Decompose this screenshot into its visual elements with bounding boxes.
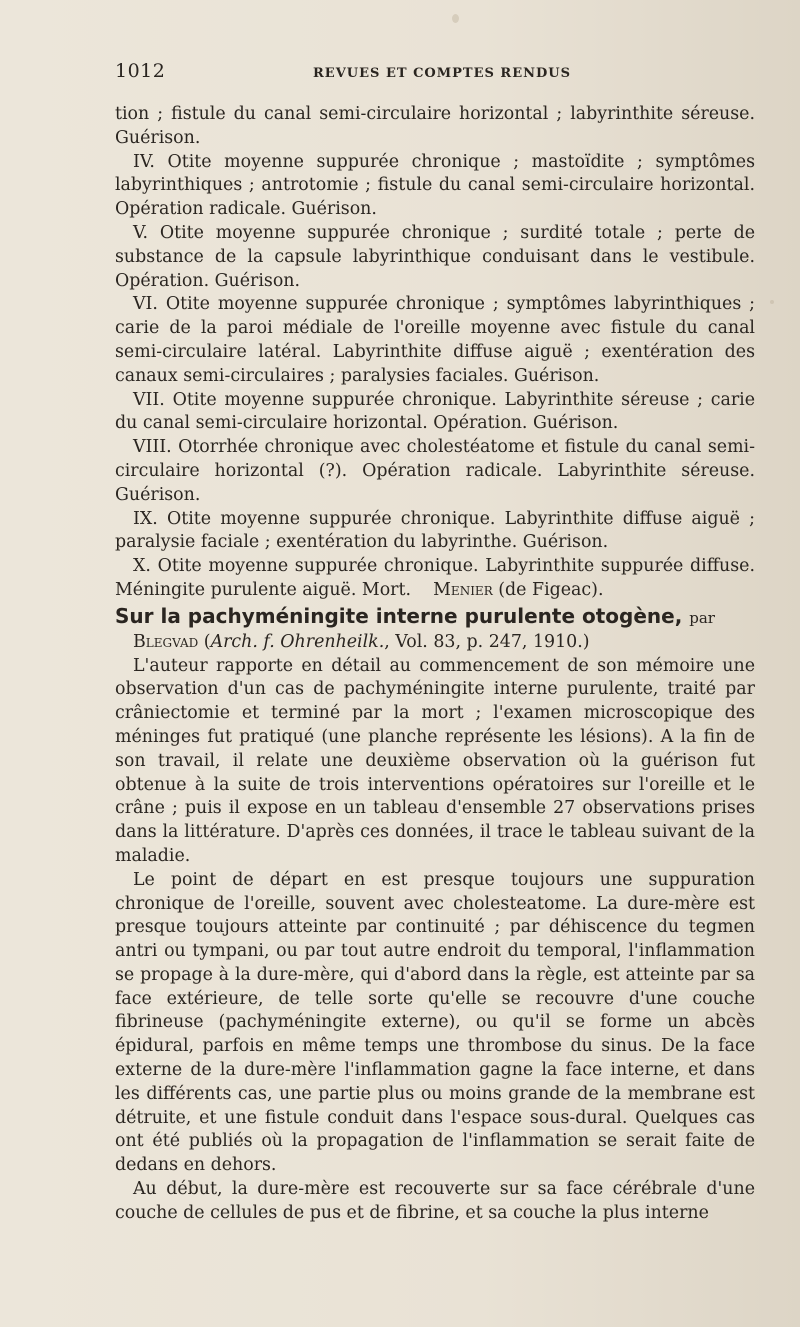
case-numeral: VII. bbox=[133, 389, 165, 410]
case-entry bbox=[115, 389, 755, 437]
article-paragraph: Le point de départ en est presque toujours une suppuration chronique de l'oreille, souvent avec cholesteatome. La dure-mère est presque toujours atteinte par continuité ; par déhiscence du tegmen antri ou tympani, ou par tout autre endroit du temporal, l'inflammation se propage à la dure-mère, qui d'abord dans la règle, est atteinte par sa face extérieure, de telle sorte qu'elle se recouvre d'une couche fibrineuse (pachyméningite externe), ou qu'il se forme un abcès épidural, parfois en même temps une thrombose du sinus. De la face externe de la dure-mère l'inflammation gagne la face interne, et dans les différents cas, une partie plus ou moins grande de la membrane est détruite, et une fistule conduit dans l'espace sous-dural. Quelques cas ont été publiés où la propagation de l'inflammation se serait faite de dedans en dehors. bbox=[115, 869, 755, 1176]
article-paragraph: L'auteur rapporte en détail au commencement de son mémoire une observation d'un cas de pachyméningite interne purulente, traité par crâniectomie et terminé par la mort ; l'examen microscopique des méninges fut pratiqué (une planche représente les lésions). A la fin de son travail, il relate une deuxième observation où la guérison fut obtenue à la suite de trois interventions opératoires sur l'oreille et le crâne ; puis il expose en un tableau d'ensemble 27 observations prises dans la littérature. D'après ces données, il trace le tableau suivant de la maladie. bbox=[115, 655, 755, 866]
page-header bbox=[115, 60, 750, 88]
case-entry bbox=[115, 436, 755, 507]
case-entry bbox=[115, 293, 755, 388]
source-open: ( bbox=[203, 631, 211, 652]
page-body bbox=[115, 103, 755, 1226]
article-heading bbox=[115, 603, 755, 631]
case-text: Otite moyenne suppurée chronique ; symptômes labyrinthiques ; carie de la paroi médiale de l'oreille moyenne avec fistule du canal semi-circulaire latéral. Labyrinthite diffuse aiguë ; exentération des canaux semi-circulaires ; paralysies faciales. Guérison. bbox=[115, 294, 756, 386]
case-numeral: IV. bbox=[133, 151, 155, 172]
article-title: Sur la pachyméningite interne purulente otogène, bbox=[115, 603, 683, 628]
case-numeral: VI. bbox=[133, 294, 158, 315]
source-rest: , Vol. 83, p. 247, 1910.) bbox=[384, 631, 590, 652]
page-number: 1012 bbox=[115, 60, 166, 82]
paper-spot bbox=[770, 300, 774, 304]
running-head: REVUES ET COMPTES RENDUS bbox=[313, 66, 571, 81]
journal-name: Arch. f. Ohrenheilk. bbox=[210, 631, 385, 652]
article-paragraph: Au début, la dure-mère est recouverte sur sa face cérébrale d'une couche de cellules de pus et de fibrine, et sa couche la plus interne bbox=[115, 1179, 755, 1223]
article-author: Blegvad bbox=[133, 631, 199, 652]
case-text: Otite moyenne suppurée chronique ; surdité totale ; perte de substance de la capsule labyrinthique conduisant dans le vestibule. Opération. Guérison. bbox=[115, 222, 755, 291]
article-reference bbox=[115, 631, 755, 655]
signature-author: Menier bbox=[433, 579, 493, 600]
case-entry bbox=[115, 508, 755, 556]
case-text: Otite moyenne suppurée chronique ; mastoïdite ; symptômes labyrinthiques ; antrotomie ; fistule du canal semi-circulaire horizontal. Opération radicale. Guérison. bbox=[115, 151, 755, 220]
case-numeral: X. bbox=[133, 556, 151, 577]
article-par: par bbox=[689, 608, 715, 627]
case-entry bbox=[115, 555, 755, 603]
continuation-text: tion ; fistule du canal semi-circulaire horizontal ; labyrinthite séreuse. Guérison. bbox=[115, 104, 755, 148]
paper-spot bbox=[452, 14, 459, 23]
case-text: Otorrhée chronique avec cholestéatome et fistule du canal semi-circulaire horizontal (?). Opération radicale. Labyrinthite séreuse. Guérison. bbox=[115, 437, 755, 505]
case-entry bbox=[115, 222, 755, 293]
signature-place: (de Figeac). bbox=[498, 579, 604, 600]
case-text: Otite moyenne suppurée chronique. Labyrinthite séreuse ; carie du canal semi-circulaire horizontal. Opération. Guérison. bbox=[115, 389, 756, 434]
case-text: Otite moyenne suppurée chronique. Labyrinthite diffuse aiguë ; paralysie faciale ; exentération du labyrinthe. Guérison. bbox=[115, 508, 755, 553]
case-numeral: VIII. bbox=[133, 437, 172, 458]
case-numeral: V. bbox=[133, 222, 149, 243]
case-numeral: IX. bbox=[133, 508, 158, 529]
case-entry bbox=[115, 151, 755, 222]
case-text: Otite moyenne suppurée chronique. Labyrinthite suppurée diffuse. Méningite purulente aiguë. Mort. bbox=[115, 556, 755, 600]
